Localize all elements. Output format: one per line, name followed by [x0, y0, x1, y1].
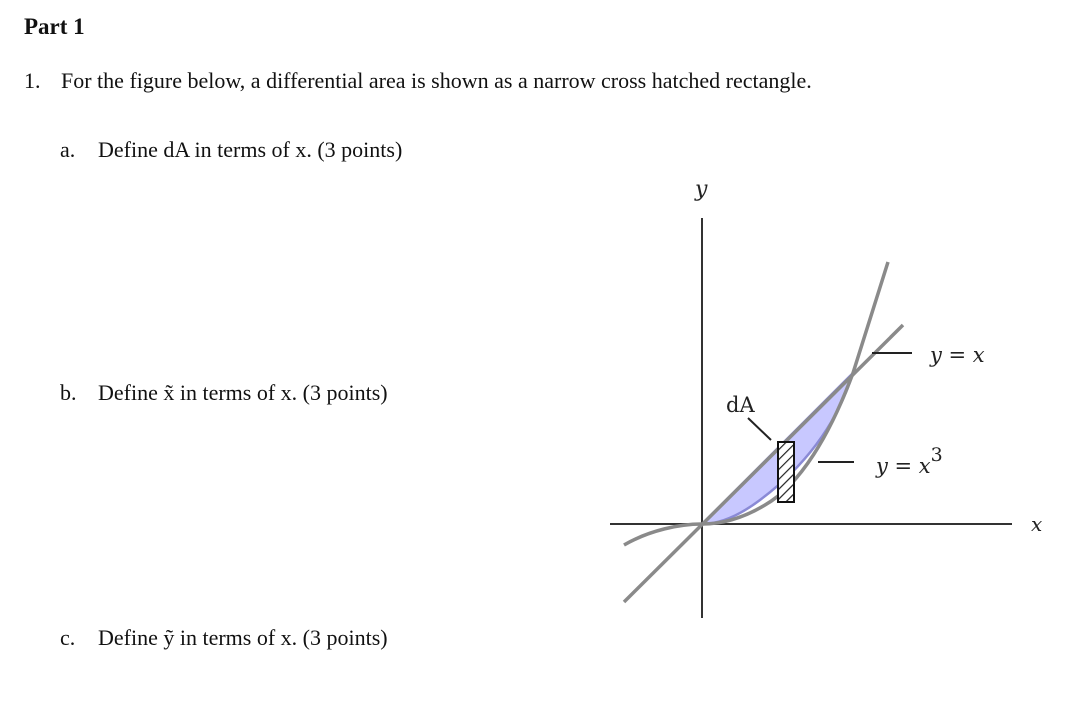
subquestion-letter: a.	[60, 137, 76, 162]
line-y-equals-x	[624, 325, 903, 602]
subquestion-text: Define x̃ in terms of x. (3 points)	[98, 380, 388, 405]
x-axis-label: x	[1031, 512, 1043, 536]
curve-label	[875, 444, 943, 478]
differential-element	[778, 442, 794, 502]
y-axis-label: y	[695, 177, 708, 202]
question-number: 1.	[24, 68, 41, 93]
subquestion-letter: b.	[60, 380, 77, 405]
part-title: Part 1	[24, 14, 85, 39]
da-leader-line	[748, 418, 771, 440]
subquestion-letter: c.	[60, 625, 76, 650]
line-label: y = x	[930, 343, 985, 367]
curve-label-exponent: 3	[930, 444, 943, 466]
element-label: dA	[726, 393, 755, 417]
subquestion-text: Define dA in terms of x. (3 points)	[98, 137, 403, 162]
question-text: For the figure below, a differential area is shown as a narrow cross hatched rectangle.	[61, 68, 812, 93]
curve-label-base: y = x	[876, 454, 931, 478]
subquestion-text: Define ỹ in terms of x. (3 points)	[98, 625, 388, 650]
